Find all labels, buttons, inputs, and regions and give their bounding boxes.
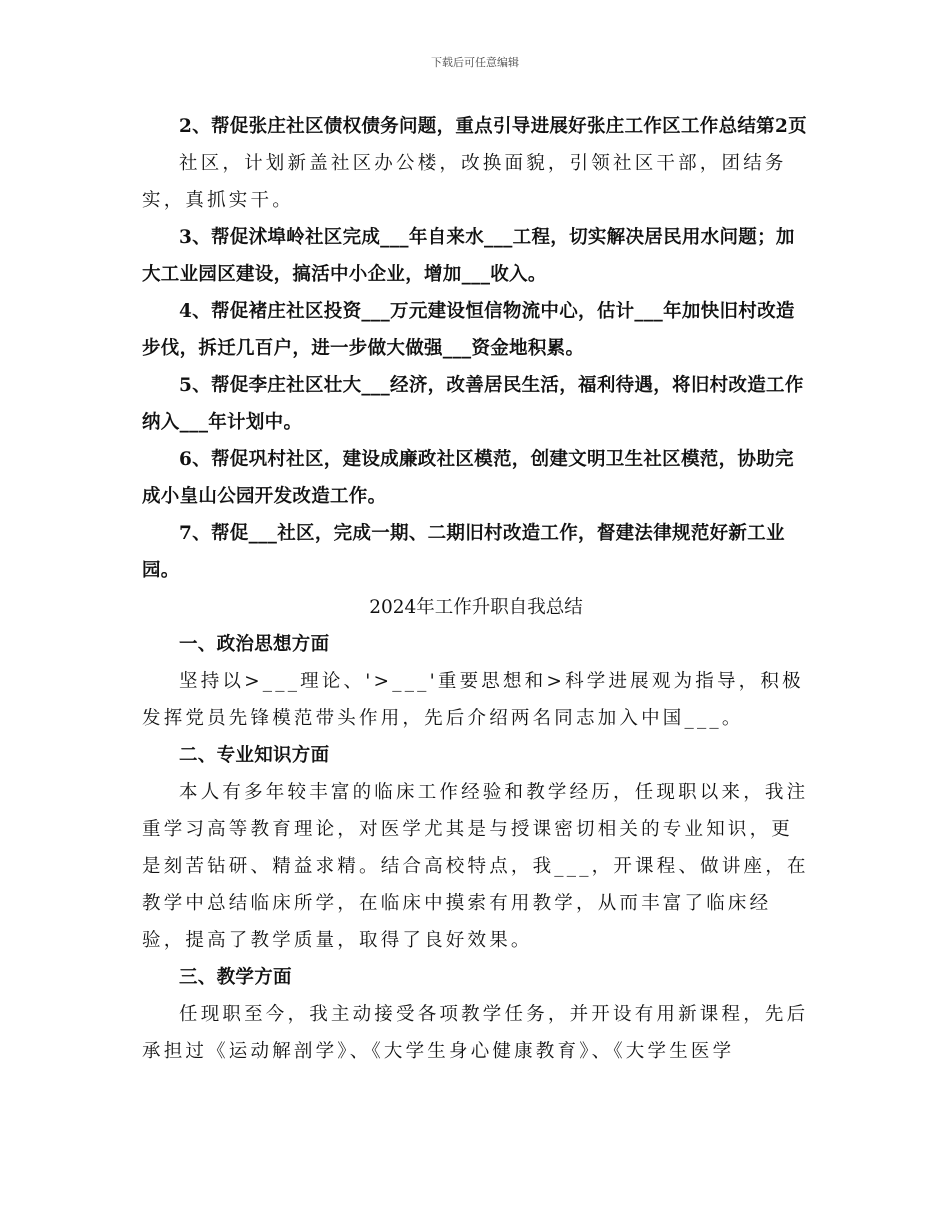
- paragraph: 本人有多年较丰富的临床工作经验和教学经历，任现职以来，我注重学习高等教育理论，对医学尤其是与授课密切相关的专业知识，更是刻苦钻研、精益求精。结合高校特点，我___，开课程、做讲座，在教学中总结临床所学，在临床中摸索有用教学，从而丰富了临床经验，提高了教学质量，取得了良好效果。: [142, 782, 809, 951]
- bold-paragraph: 一、政治思想方面: [179, 634, 330, 655]
- document-body: [142, 108, 810, 1070]
- bold-paragraph: 6、帮促巩村社区，建设成廉政社区模范，创建文明卫生社区模范，协助完成小皇山公园开发改造工作。: [142, 449, 794, 507]
- paragraph: 社区，计划新盖社区办公楼，改换面貌，引领社区干部，团结务实，真抓实干。: [142, 153, 787, 211]
- page-header: 下载后可任意编辑: [431, 56, 519, 69]
- bold-paragraph: 二、专业知识方面: [179, 745, 330, 766]
- paragraph: 任现职至今，我主动接受各项教学任务，并开设有用新课程，先后承担过《运动解剖学》、《大学生身心健康教育》、《大学生医学: [142, 1004, 809, 1062]
- bold-paragraph: 3、帮促沭埠岭社区完成___年自来水___工程，切实解决居民用水问题；加大工业园区建设，搞活中小企业，增加___收入。: [142, 227, 795, 285]
- bold-paragraph: 4、帮促褚庄社区投资___万元建设恒信物流中心，估计___年加快旧村改造步伐，拆迁几百户，进一步做大做强___资金地积累。: [142, 301, 795, 359]
- section-title: 2024年工作升职自我总结: [369, 597, 583, 618]
- bold-paragraph: 7、帮促___社区，完成一期、二期旧村改造工作，督建法律规范好新工业园。: [142, 523, 785, 581]
- bold-paragraph: 5、帮促李庄社区壮大___经济，改善居民生活，福利待遇，将旧村改造工作纳入___年计划中。: [142, 375, 804, 433]
- bold-paragraph: 2、帮促张庄社区债权债务问题，重点引导进展好张庄工作区工作总结第2页: [179, 116, 807, 137]
- bold-paragraph: 三、教学方面: [179, 967, 292, 988]
- paragraph: 坚持以>___理论、'>___'重要思想和>科学进展观为指导，积极发挥党员先锋模范带头作用，先后介绍两名同志加入中国___。: [142, 671, 804, 729]
